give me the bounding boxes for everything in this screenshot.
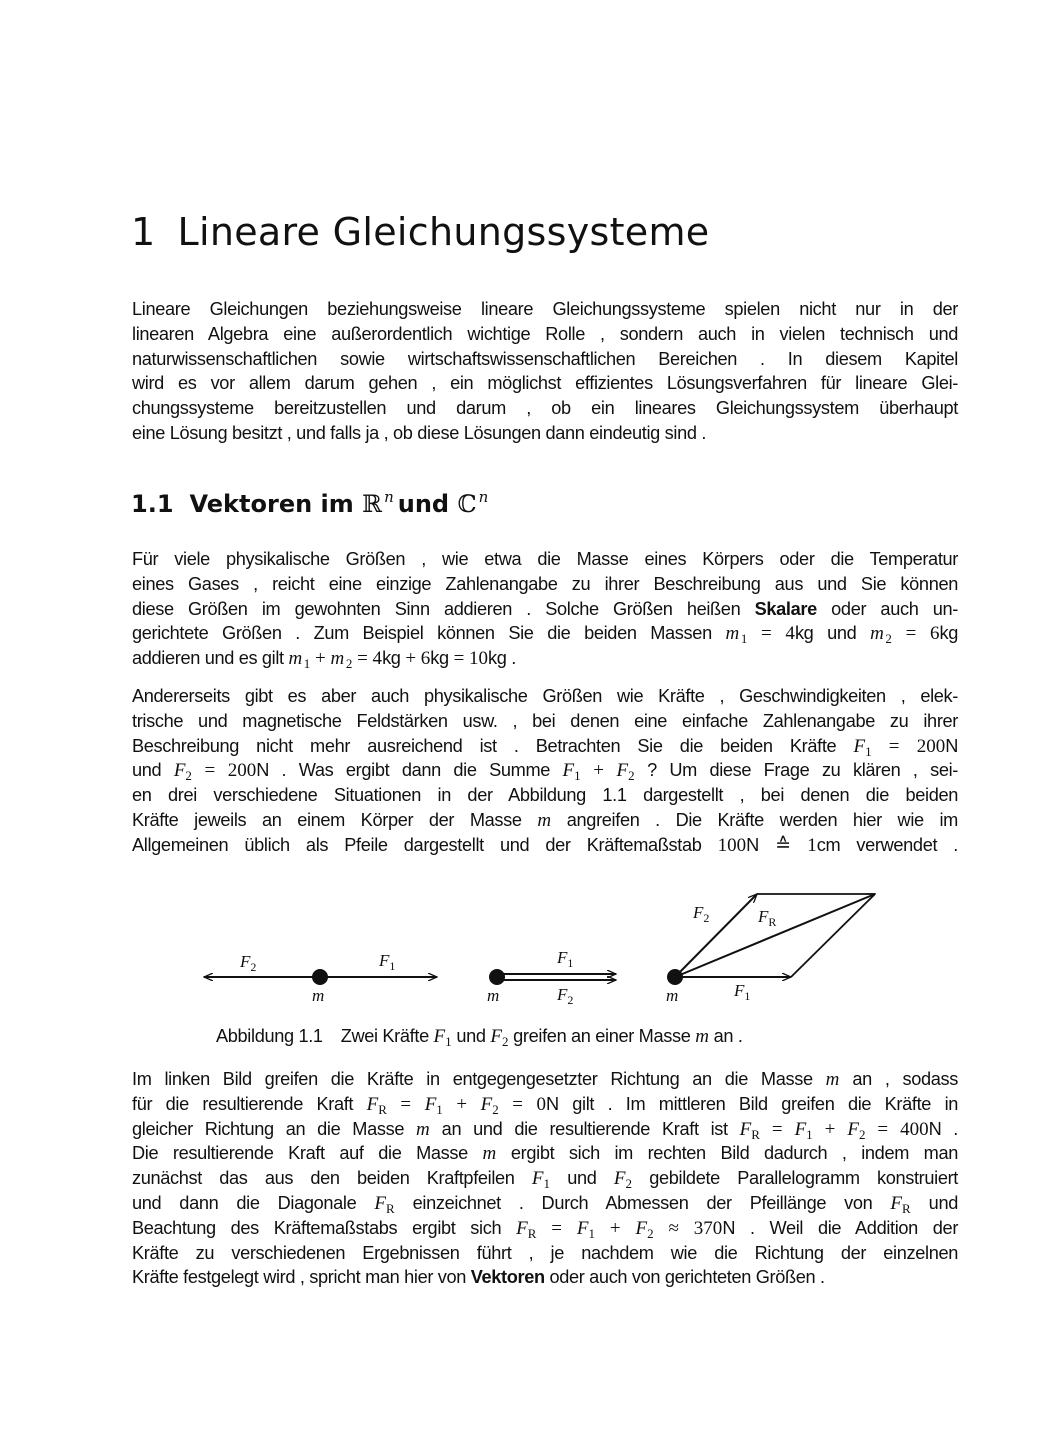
figure-forces	[190, 880, 890, 1015]
text-line: eine Lösung besitzt , und falls ja , ob diese Lösungen dann eindeutig sind .	[132, 422, 707, 443]
arrow-f2	[675, 894, 757, 977]
section-number: 1.1	[131, 490, 174, 518]
math: $F_R$	[890, 1192, 911, 1216]
text-line: Kräfte zu verschiedenen Ergebnissen führt , je nachdem wie die Richtung der einzelnen	[132, 1242, 958, 1263]
label-fr: $F_R$	[758, 907, 777, 929]
math: = 200	[871, 735, 946, 757]
text: und	[910, 1192, 958, 1213]
unit: kg	[794, 623, 814, 644]
unit: kg	[939, 623, 959, 644]
math: $F_R$	[374, 1192, 395, 1216]
section-title	[131, 488, 492, 518]
intro-paragraph	[132, 297, 958, 446]
text: Beachtung des Kräftemaßstabs ergibt sich	[132, 1217, 517, 1238]
math: =	[759, 1118, 795, 1140]
text-line: naturwissenschaftlichen sowie wirtschaftswissenschaftlichen Bereichen . In diesem Kapitel	[132, 348, 958, 369]
math: $F_2$	[635, 1217, 654, 1241]
text-line	[132, 597, 958, 622]
text-line	[132, 1166, 958, 1191]
paragraph-explanation	[132, 1067, 958, 1290]
text: und	[132, 760, 174, 781]
math: $F_1$	[424, 1093, 443, 1117]
text-line	[132, 833, 958, 858]
text-line	[132, 1141, 958, 1166]
diagram-opposite-forces	[204, 951, 437, 1005]
math: ≈ 370	[653, 1217, 723, 1239]
text-line	[132, 734, 958, 759]
math: $F_R$	[366, 1093, 387, 1117]
label-f1: $F_1$	[379, 951, 396, 973]
label-f2: $F_2$	[240, 952, 257, 974]
text: Beschreibung nicht mehr ausreichend ist . Betrachten Sie die beiden Kräfte	[132, 735, 854, 756]
math: +	[442, 1093, 481, 1115]
mass-point	[667, 969, 683, 985]
math: $F_2$	[480, 1093, 499, 1117]
text-line: Andererseits gibt es aber auch physikalische Größen wie Kräfte , Geschwindigkeiten , elek-	[132, 686, 958, 706]
math: =	[536, 1217, 577, 1239]
text: .	[941, 1118, 959, 1139]
text: einzeichnet . Durch Abmessen der Pfeillänge von	[394, 1192, 891, 1213]
text: Kräfte jeweils an einem Körper der Masse	[132, 809, 538, 830]
text-line: Lineare Gleichungen beziehungsweise lineare Gleichungssysteme spielen nicht nur in der	[132, 299, 958, 319]
arrow-fr	[675, 894, 875, 977]
text: und	[549, 1168, 614, 1189]
math: +	[595, 1217, 636, 1239]
text: und	[451, 1026, 491, 1046]
text: an und die resultierende Kraft ist	[429, 1118, 740, 1139]
exponent: n	[478, 488, 489, 506]
text-line	[132, 1265, 958, 1290]
unit: kg	[382, 648, 401, 669]
math: = 200	[191, 760, 257, 782]
text-line: eines Gases , reicht eine einzige Zahlenangabe zu ihrer Beschreibung aus und Sie können	[132, 573, 958, 594]
text: gleicher Richtung an die Masse	[132, 1118, 417, 1139]
math: $F_2$	[616, 760, 635, 784]
math: m $_2$	[870, 623, 892, 647]
text: Allgemeinen üblich als Pfeile dargestellt und der Kräftemaßstab	[132, 834, 718, 855]
text-line: linearen Algebra eine außerordentlich wichtige Rolle , sondern auch in vielen technisch und	[132, 323, 958, 344]
math: = 6	[891, 623, 940, 645]
text-line: Für viele physikalische Größen , wie etwa die Masse eines Körpers oder die Temperatur	[132, 549, 958, 569]
text: gebildete Parallelogramm konstruiert	[631, 1168, 959, 1189]
unit: N	[746, 834, 759, 855]
label-f2: $F_2$	[693, 903, 710, 925]
math: = 4	[747, 623, 795, 645]
math: = 400	[865, 1118, 929, 1140]
text-line	[132, 1191, 958, 1216]
term-skalare: Skalare	[754, 598, 817, 619]
unit: N	[945, 735, 958, 756]
text-line	[132, 808, 958, 833]
chapter-number: 1	[131, 210, 156, 254]
real-numbers-symbol: ℝ	[362, 490, 383, 518]
label-f2: $F_2$	[557, 985, 574, 1007]
text: an .	[708, 1026, 743, 1046]
text: ergibt sich im rechten Bild dadurch , indem man	[496, 1143, 958, 1164]
exponent: n	[384, 488, 394, 506]
unit: kg	[488, 648, 507, 669]
label-mass: m	[666, 986, 679, 1005]
math: ≙ 1	[758, 834, 817, 856]
text: oder auch un-	[816, 598, 958, 619]
label-mass: m	[312, 986, 325, 1005]
label-f1: $F_1$	[734, 981, 751, 1003]
text-line: en drei verschiedene Situationen in der Abbildung 1.1 dargestellt , bei denen die beiden	[132, 785, 958, 806]
text: angreifen . Die Kräfte werden hier wie im	[551, 809, 958, 830]
text-line	[132, 1216, 958, 1241]
math: m $_2$	[330, 648, 353, 672]
math: $F_1$	[531, 1168, 550, 1192]
math: m $_1$	[725, 623, 748, 647]
mass-point	[312, 969, 328, 985]
math: $F_2$	[490, 1026, 509, 1049]
term-vektoren: Vektoren	[470, 1267, 545, 1288]
math: $F_2$	[613, 1168, 632, 1192]
unit: N	[546, 1093, 559, 1114]
text: Die resultierende Kraft auf die Masse	[132, 1143, 483, 1164]
math: m	[695, 1026, 709, 1047]
math: $F_R$	[516, 1217, 537, 1241]
math: $F_2$	[847, 1118, 866, 1142]
text-line	[132, 1067, 958, 1092]
text-line: wird es vor allem darum gehen , ein möglichst effizientes Lösungsverfahren für lineare Glei-	[132, 373, 958, 394]
text-line	[132, 646, 958, 671]
text-line	[132, 758, 958, 783]
math: $F_2$	[173, 760, 192, 784]
figure-caption	[216, 1026, 743, 1050]
text-line	[132, 621, 958, 646]
math: + 6	[400, 648, 431, 670]
math: $F_1$	[562, 760, 581, 784]
math: = 4	[352, 648, 383, 670]
paragraph-vectors-intro	[132, 684, 958, 858]
force-diagram	[190, 880, 890, 1015]
math: = 0	[498, 1093, 546, 1115]
text: diese Größen im gewohnten Sinn addieren . Solche Größen heißen	[132, 598, 755, 619]
text: . Was ergibt dann die Summe	[269, 760, 563, 781]
text: Kräfte festgelegt wird , spricht man hier von	[132, 1267, 471, 1288]
diagram-same-direction	[487, 948, 616, 1007]
math: $F_1$	[576, 1217, 595, 1241]
text: Zwei Kräfte	[340, 1026, 434, 1046]
math: =	[386, 1093, 425, 1115]
mass-point	[489, 969, 505, 985]
math: = 10	[448, 648, 489, 670]
parallelogram-side	[791, 894, 875, 977]
text: zunächst das aus den beiden Kraftpfeilen	[132, 1168, 532, 1189]
unit: N	[256, 760, 270, 781]
text: verwendet .	[840, 834, 958, 855]
math: m	[482, 1143, 497, 1165]
text-line	[132, 1117, 958, 1142]
text-line: trische und magnetische Feldstärken usw. , bei denen eine einfache Zahlenangabe zu ihrer	[132, 710, 958, 731]
text-line	[132, 1092, 958, 1117]
math: m	[825, 1069, 840, 1090]
unit: cm	[816, 834, 841, 855]
math: $F_1$	[433, 1026, 452, 1049]
math: $F_R$	[739, 1118, 760, 1142]
math: +	[310, 648, 331, 670]
text: für die resultierende Kraft	[132, 1093, 367, 1114]
text: . Weil die Addition der	[735, 1217, 959, 1238]
text: .	[506, 648, 516, 669]
text: und dann die Diagonale	[132, 1192, 375, 1213]
math: $F_1$	[794, 1118, 813, 1142]
unit: kg	[430, 648, 449, 669]
unit: N	[928, 1118, 942, 1139]
label-f1: $F_1$	[557, 948, 574, 970]
text: und	[813, 623, 871, 644]
chapter-title	[131, 210, 709, 254]
text: addieren und es gilt	[132, 648, 289, 669]
label-mass: m	[487, 986, 500, 1005]
diagram-parallelogram	[666, 894, 875, 1005]
math: +	[812, 1118, 848, 1140]
paragraph-scalars	[132, 547, 958, 671]
section-title-text: und	[397, 490, 458, 518]
math: m $_1$	[288, 648, 311, 672]
math: +	[580, 760, 617, 782]
text: an , sodass	[839, 1069, 958, 1089]
section-title-text: Vektoren im	[189, 490, 363, 518]
text: oder auch von gerichteten Größen .	[544, 1267, 825, 1288]
math: $F_1$	[853, 735, 872, 759]
chapter-title-text: Lineare Gleichungssysteme	[177, 210, 710, 254]
math: m	[416, 1118, 430, 1140]
unit: N	[722, 1217, 736, 1238]
text: Im linken Bild greifen die Kräfte in entgegengesetzter Richtung an die Masse	[132, 1069, 826, 1089]
caption-label: Abbildung 1.1	[216, 1026, 323, 1046]
text: greifen an einer Masse	[508, 1026, 696, 1046]
text: gilt . Im mittleren Bild greifen die Kräfte in	[558, 1093, 959, 1114]
text-line: chungssysteme bereitzustellen und darum , ob ein lineares Gleichungssystem überhaupt	[132, 398, 958, 419]
text: ? Um diese Frage zu klären , sei-	[634, 760, 959, 781]
math: 100	[717, 834, 747, 856]
complex-numbers-symbol: ℂ	[457, 490, 477, 518]
math: m	[537, 809, 552, 831]
text: gerichtete Größen . Zum Beispiel können Sie die beiden Massen	[132, 623, 726, 644]
